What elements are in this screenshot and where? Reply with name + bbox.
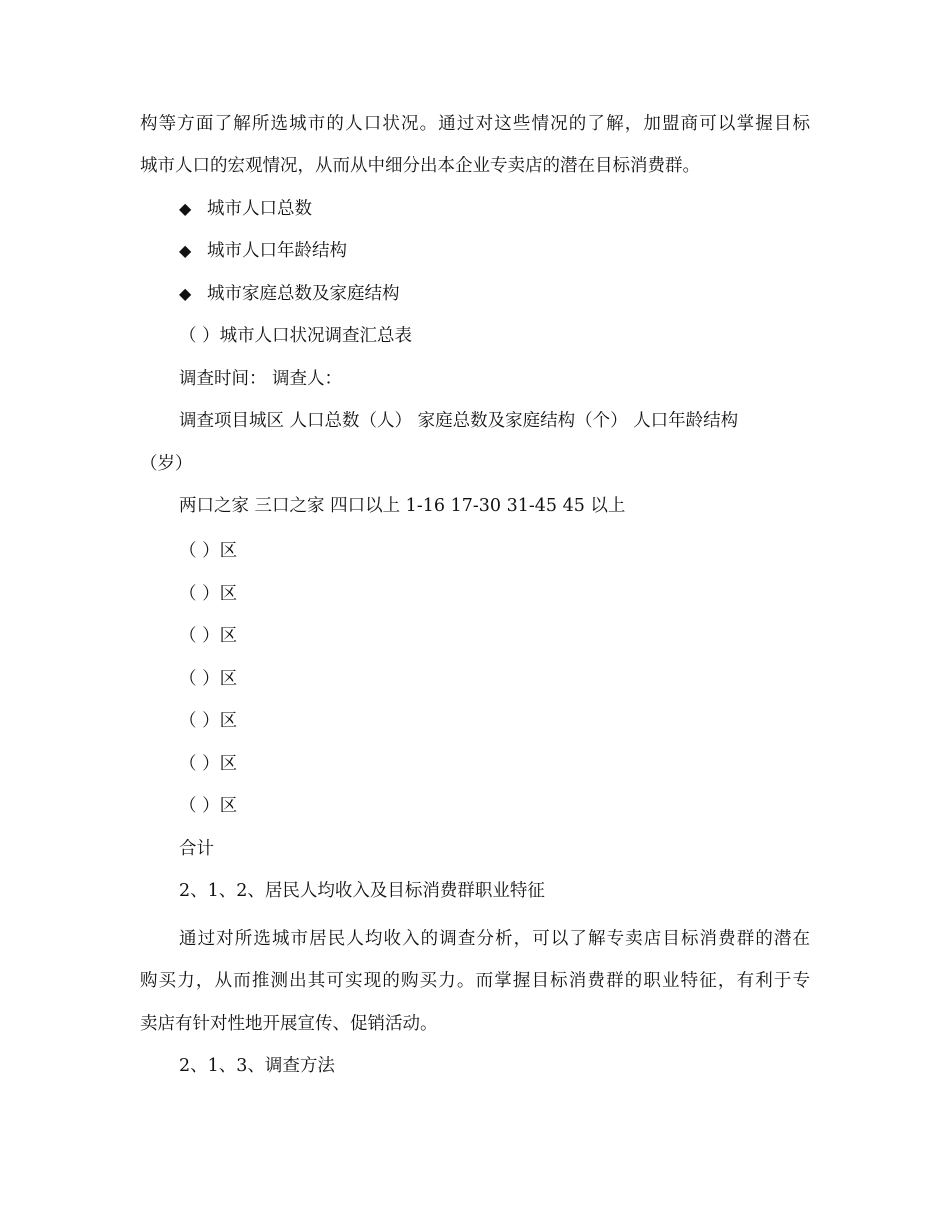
intro-paragraph-line-2: 城市人口的宏观情况，从而从中细分出本企业专卖店的潜在目标消费群。 bbox=[140, 156, 700, 176]
district-row: （ ）区 bbox=[179, 711, 238, 731]
intro-paragraph-line-1: 构等方面了解所选城市的人口状况。通过对这些情况的了解，加盟商可以掌握目标 bbox=[140, 114, 810, 134]
bullet-item-label: 城市人口年龄结构 bbox=[207, 241, 347, 261]
table-header-line-2: （岁） bbox=[140, 454, 193, 474]
survey-meta: 调查时间： 调查人： bbox=[179, 369, 343, 389]
district-row: （ ）区 bbox=[179, 669, 238, 689]
district-row: （ ）区 bbox=[179, 754, 238, 774]
bullet-item-label: 城市家庭总数及家庭结构 bbox=[207, 284, 400, 304]
diamond-bullet-icon: ◆ bbox=[179, 241, 192, 260]
district-row: （ ）区 bbox=[179, 796, 238, 816]
diamond-bullet-icon: ◆ bbox=[179, 284, 192, 303]
bullet-item-label: 城市人口总数 bbox=[207, 199, 312, 219]
section-heading-2-1-2: 2、1、2、居民人均收入及目标消费群职业特征 bbox=[179, 881, 545, 901]
income-paragraph-line-1: 通过对所选城市居民人均收入的调查分析，可以了解专卖店目标消费群的潜在 bbox=[179, 929, 810, 949]
bullet-item bbox=[179, 239, 347, 263]
table-header-line-3: 两口之家 三口之家 四口以上 1-16 17-30 31-45 45 以上 bbox=[179, 496, 626, 516]
table-header-line-1: 调查项目城区 人口总数（人） 家庭总数及家庭结构（个） 人口年龄结构 bbox=[179, 411, 739, 431]
district-row: （ ）区 bbox=[179, 584, 238, 604]
district-row: （ ）区 bbox=[179, 541, 238, 561]
total-row-label: 合计 bbox=[179, 839, 214, 859]
table-title: （ ）城市人口状况调查汇总表 bbox=[179, 326, 413, 346]
bullet-item bbox=[179, 197, 312, 221]
income-paragraph-line-3: 卖店有针对性地开展宣传、促销活动。 bbox=[140, 1014, 438, 1034]
district-row: （ ）区 bbox=[179, 626, 238, 646]
section-heading-2-1-3: 2、1、3、调查方法 bbox=[179, 1056, 335, 1076]
diamond-bullet-icon: ◆ bbox=[179, 199, 192, 218]
income-paragraph-line-2: 购买力，从而推测出其可实现的购买力。而掌握目标消费群的职业特征，有利于专 bbox=[140, 971, 810, 991]
bullet-item bbox=[179, 282, 400, 306]
